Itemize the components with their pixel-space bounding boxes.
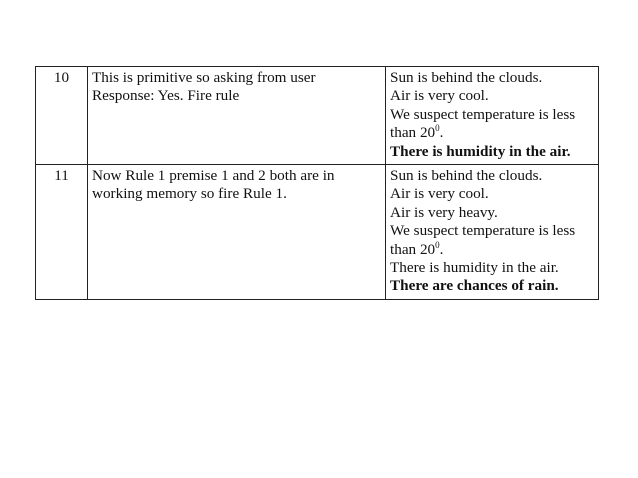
table-row <box>36 67 599 165</box>
temperature-suffix: . <box>439 124 444 142</box>
fact-line: There is humidity in the air. <box>390 259 559 277</box>
rule-trace-table <box>35 66 599 300</box>
fact-line: Air is very cool. <box>390 185 489 203</box>
fact-line: Air is very cool. <box>390 87 489 105</box>
table-row <box>36 165 599 300</box>
description-line: Now Rule 1 premise 1 and 2 both are in <box>92 167 335 185</box>
fact-line: We suspect temperature is less <box>390 105 576 123</box>
degree-superscript: 0 <box>435 239 440 250</box>
description-line: This is primitive so asking from user <box>92 69 316 86</box>
working-memory-cell <box>386 67 599 165</box>
fact-line: We suspect temperature is less <box>390 222 576 240</box>
working-memory-cell <box>386 165 599 300</box>
conclusion-line: There are chances of rain. <box>390 277 559 295</box>
temperature-text: than 20 <box>390 240 436 258</box>
conclusion-line: There is humidity in the air. <box>390 142 571 160</box>
step-number-cell <box>36 165 88 300</box>
temperature-suffix: . <box>439 240 444 258</box>
degree-superscript: 0 <box>435 123 440 134</box>
description-line: Response: Yes. Fire rule <box>92 87 240 105</box>
temperature-text: than 20 <box>390 124 436 142</box>
step-description-cell <box>88 165 386 300</box>
step-description-cell <box>88 67 386 165</box>
fact-line: Sun is behind the clouds. <box>390 167 543 185</box>
fact-line: Air is very heavy. <box>390 203 498 221</box>
step-number: 10 <box>53 69 70 86</box>
step-number: 11 <box>54 167 69 185</box>
description-line: working memory so fire Rule 1. <box>92 185 287 203</box>
step-number-cell <box>36 67 88 165</box>
fact-line: Sun is behind the clouds. <box>390 69 543 86</box>
temperature-line <box>390 124 594 142</box>
temperature-line <box>390 241 594 259</box>
